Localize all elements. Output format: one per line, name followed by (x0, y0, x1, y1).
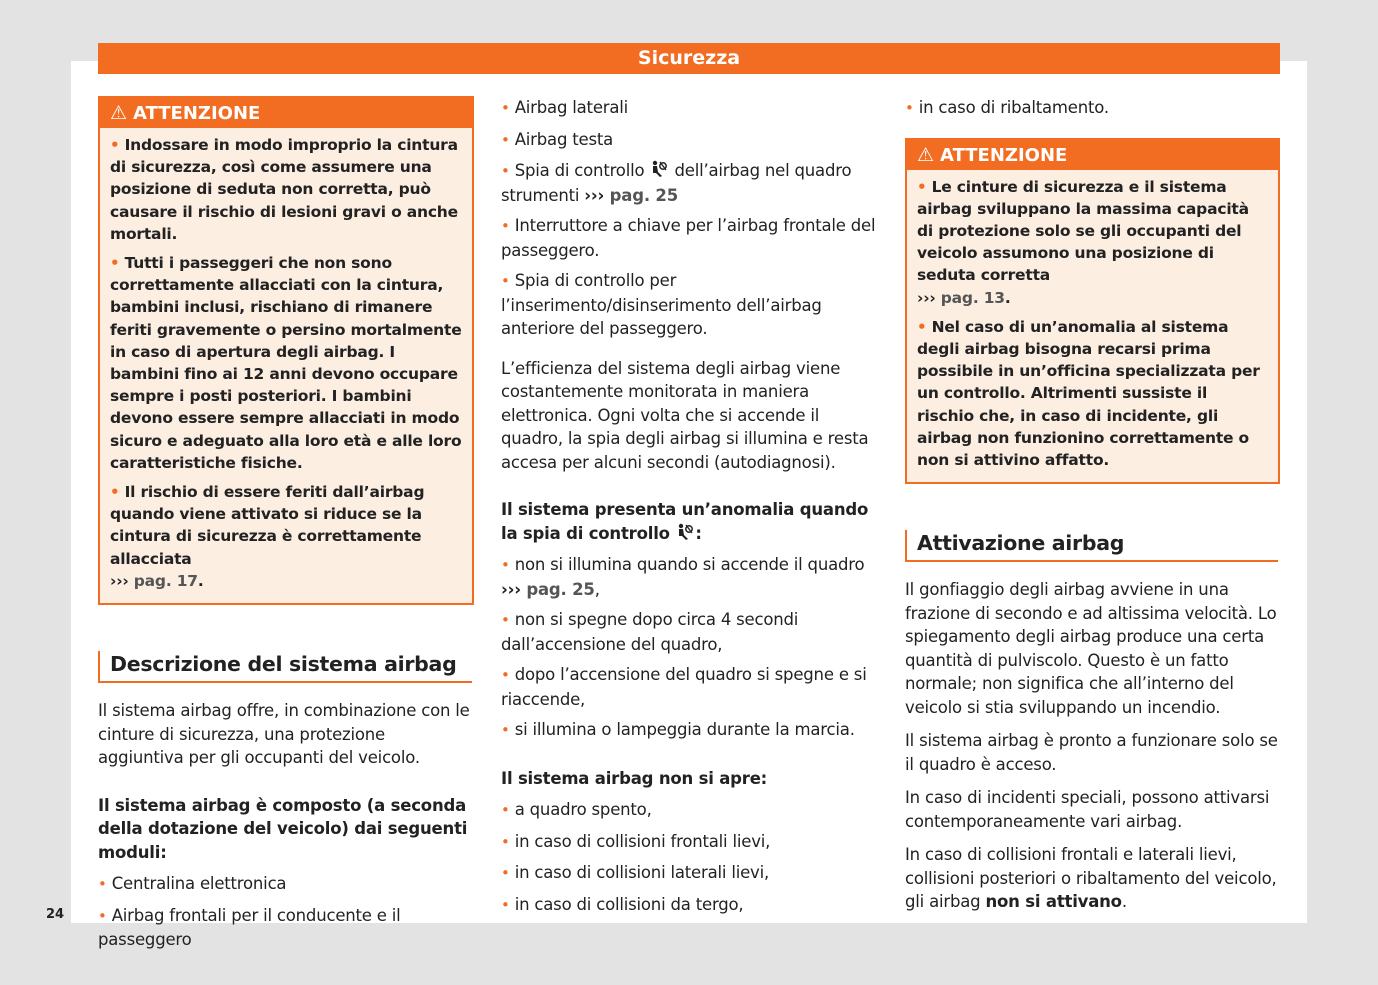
bullet-icon: • (98, 906, 107, 925)
efficiency-paragraph: L’efficienza del sistema degli airbag viene costantemente monitorata in maniera elettronica. Ogni volta che si accende il quadro, la spia degli airbag si illumina e resta accesa per alcuni secondi (autodiagnosi). (501, 358, 869, 472)
warning-title: ATTENZIONE (940, 144, 1068, 166)
warning-triangle-icon: ⚠ (110, 102, 128, 124)
bullet-icon: • (110, 254, 120, 273)
list-item: • Spia di controllo dell’airbag nel quadro strumenti ››› pag. 25 (501, 161, 852, 205)
warning-triangle-icon: ⚠ (917, 143, 935, 166)
list-item: • Airbag testa (501, 129, 614, 149)
column-1 (98, 96, 474, 952)
bullet-icon: • (501, 272, 510, 290)
list-item: • non si spegne dopo circa 4 secondi dall’accensione del quadro, (501, 610, 799, 654)
warning-item: • Le cinture di sicurezza e il sistema airbag sviluppano la massima capacità di protezione solo se gli occupanti del veicolo assumono una posizione di seduta corretta ››› pag. 13. (917, 177, 1249, 307)
paragraph: Il gonfiaggio degli airbag avviene in una frazione di secondo e ad altissima velocità. Lo spiegamento degli airbag produce una certa quantità di pulviscolo. Questo è un fatto normale; non significa che all’interno del veicolo si stia sviluppando un incendio. (905, 580, 1277, 717)
list-item: • non si illumina quando si accende il quadro ››› pag. 25, (501, 555, 865, 599)
section-title: Attivazione airbag (905, 530, 1278, 562)
warning-item: • Il rischio di essere feriti dall’airbag quando viene attivato si riduce se la cintura di sicurezza è correttamente allacciata ››› pag. 17. (110, 483, 425, 590)
warning-item: • Tutti i passeggeri che non sono correttamente allacciati con la cintura, bambini inclusi, rischiano di rimanere feriti gravemente o persino mortalmente in caso di apertura degli airbag. I bambini fino ai 12 anni devono occupare sempre i posti posteriori. I bambini devono essere sempre allacciati in modo sicuro e adeguato alla loro età e alle loro caratteristiche fisiche. (110, 254, 462, 472)
bullet-icon: • (501, 666, 510, 684)
paragraph: Il sistema airbag è pronto a funzionare solo se il quadro è acceso. (905, 731, 1278, 774)
page-reference-link[interactable]: ››› pag. 25 (501, 579, 595, 599)
list-item: • in caso di collisioni da tergo, (501, 894, 744, 914)
bullet-icon: • (501, 217, 510, 235)
list-item: • in caso di ribaltamento. (905, 98, 1109, 117)
bullet-icon: • (110, 483, 120, 502)
bullet-icon: • (501, 801, 510, 819)
bullet-icon: • (501, 130, 510, 149)
warning-item: • Indossare in modo improprio la cintura di sicurezza, così come assumere una posizione di seduta non corretta, può causare il rischio di lesioni gravi o anche mortali. (110, 136, 458, 243)
warning-box (98, 96, 474, 605)
bullet-icon: • (501, 556, 510, 574)
paragraph: In caso di incidenti speciali, possono attivarsi contemporaneamente vari airbag. (905, 788, 1270, 831)
anomaly-heading: Il sistema presenta un’anomalia quando la spia di controllo : (501, 500, 869, 543)
bullet-icon: • (917, 177, 927, 196)
page-reference-link[interactable]: ››› pag. 17 (110, 571, 198, 590)
airbag-warning-icon (675, 523, 695, 541)
list-item: • Spia di controllo per l’inserimento/disinserimento dell’airbag anteriore del passeggero. (501, 271, 822, 338)
column-2 (501, 96, 877, 917)
chapter-header: Sicurezza (98, 43, 1280, 74)
airbag-warning-icon (649, 160, 669, 178)
bullet-icon: • (98, 875, 107, 894)
bullet-icon: • (501, 832, 510, 851)
list-item: • Airbag laterali (501, 98, 629, 117)
warning-box (905, 138, 1280, 485)
list-item: • Centralina elettronica (98, 874, 287, 894)
list-item: • Interruttore a chiave per l’airbag frontale del passeggero. (501, 216, 876, 260)
warning-title: ATTENZIONE (133, 103, 261, 124)
warning-body (100, 128, 472, 603)
warning-body (907, 170, 1278, 483)
modules-heading: Il sistema airbag è composto (a seconda della dotazione del veicolo) dai seguenti moduli: (98, 795, 468, 862)
warning-item: • Nel caso di un’anomalia al sistema degli airbag bisogna recarsi prima possibile in un’officina specializzata per un controllo. Altrimenti sussiste il rischio che, in caso di incidente, gli airbag non funzionino correttamente o non si attivino affatto. (917, 317, 1260, 469)
page-number: 24 (46, 907, 65, 922)
bullet-icon: • (501, 99, 510, 117)
page-reference-link[interactable]: ››› pag. 13 (917, 288, 1005, 307)
bullet-icon: • (501, 721, 510, 739)
list-item: • dopo l’accensione del quadro si spegne e si riaccende, (501, 665, 867, 709)
bullet-icon: • (501, 864, 510, 882)
list-item: • Airbag frontali per il conducente e il passeggero (98, 905, 401, 950)
bullet-icon: • (917, 317, 927, 336)
list-item: • in caso di collisioni laterali lievi, (501, 863, 770, 882)
bullet-icon: • (501, 895, 510, 914)
intro-paragraph: Il sistema airbag offre, in combinazione con le cinture di sicurezza, una protezione aggiuntiva per gli occupanti del veicolo. (98, 701, 470, 768)
section-title: Descrizione del sistema airbag (98, 651, 472, 683)
page-reference-link[interactable]: ››› pag. 25 (584, 185, 678, 205)
bullet-icon: • (110, 136, 120, 154)
list-item: • a quadro spento, (501, 800, 652, 819)
bullet-icon: • (905, 99, 914, 117)
column-3 (905, 96, 1281, 914)
noopen-heading: Il sistema airbag non si apre: (501, 768, 768, 788)
paragraph: In caso di collisioni frontali e laterali lievi, collisioni posteriori o ribaltamento del veicolo, gli airbag non si attivano. (905, 845, 1277, 912)
warning-header (100, 98, 472, 128)
bullet-icon: • (501, 162, 510, 180)
warning-header (907, 140, 1278, 170)
list-item: • in caso di collisioni frontali lievi, (501, 831, 771, 851)
list-item: • si illumina o lampeggia durante la marcia. (501, 720, 855, 739)
bullet-icon: • (501, 611, 510, 629)
